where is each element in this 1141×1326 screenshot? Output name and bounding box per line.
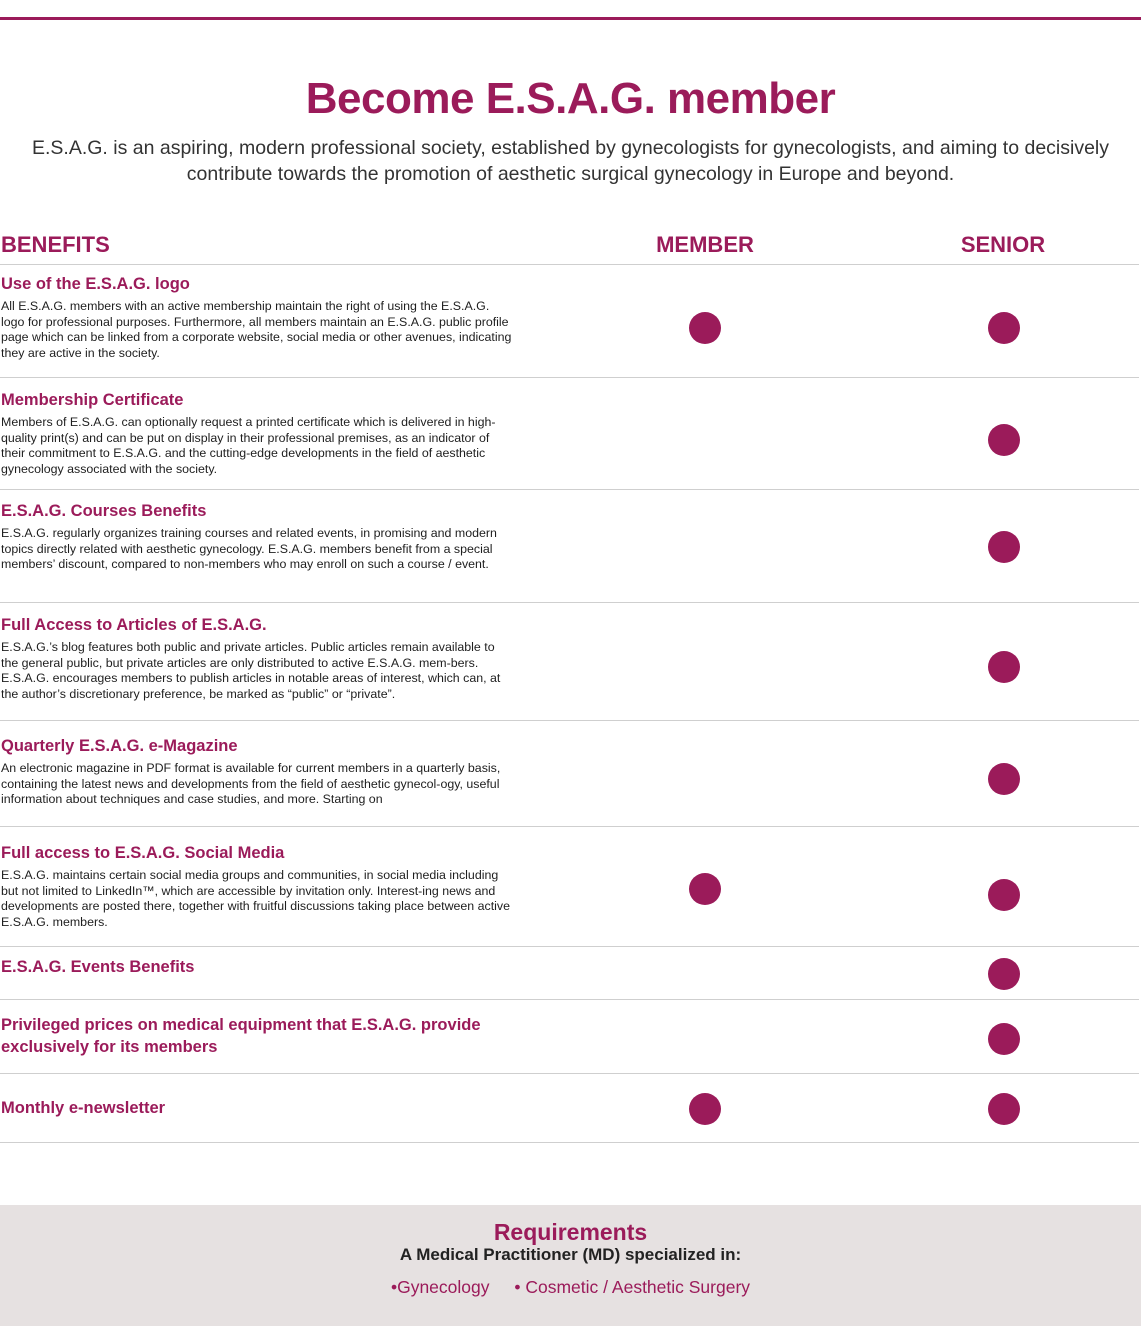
benefit-title-events: E.S.A.G. Events Benefits: [1, 958, 195, 976]
row-divider: [0, 377, 1139, 378]
page-title: Become E.S.A.G. member: [305, 74, 836, 123]
row-divider: [0, 946, 1139, 947]
header-divider: [0, 264, 1139, 265]
requirement-item-cosmetic-surgery: • Cosmetic / Aesthetic Surgery: [514, 1277, 751, 1297]
requirements-panel: [0, 1205, 1141, 1326]
row-divider: [0, 489, 1139, 490]
benefit-title-logo: Use of the E.S.A.G. logo: [1, 275, 190, 293]
senior-check-dot: [988, 312, 1020, 344]
senior-check-dot: [988, 763, 1020, 795]
column-header-benefits: BENEFITS: [1, 232, 110, 257]
row-divider: [0, 720, 1139, 721]
column-header-senior: SENIOR: [960, 232, 1046, 257]
senior-check-dot: [988, 424, 1020, 456]
member-check-dot: [689, 1093, 721, 1125]
benefit-desc-certificate: Members of E.S.A.G. can optionally request a printed certificate which is delivered in high-quality print(s) and can be put on display in their professional premises, as an indicator of their commitment to E.S.A.G. and the cutting-edge developments in the field of aesthetic gynecology associated with the society.: [1, 415, 496, 476]
row-divider: [0, 602, 1139, 603]
benefit-title-equipment-prices: Privileged prices on medical equipment that E.S.A.G. provide exclusively for its members: [1, 1016, 481, 1056]
benefit-desc-emagazine: An electronic magazine in PDF format is available for current members in a quarterly basis, containing the latest news and developments from the field of aesthetic gynecol-ogy, useful information about techniques and case studies, and more. Starting on: [1, 761, 501, 807]
senior-check-dot: [988, 1093, 1020, 1125]
senior-check-dot: [988, 531, 1020, 563]
requirement-item-gynecology: •Gynecology: [390, 1277, 490, 1297]
senior-check-dot: [988, 958, 1020, 990]
row-divider: [0, 1142, 1139, 1143]
benefit-title-emagazine: Quarterly E.S.A.G. e-Magazine: [1, 737, 238, 755]
member-check-dot: [689, 873, 721, 905]
senior-check-dot: [988, 1023, 1020, 1055]
benefit-desc-logo: All E.S.A.G. members with an active membership maintain the right of using the E.S.A.G. logo for professional purposes. Furthermore, all members maintain an E.S.A.G. public profile page which can be linked from a corporate website, social media or other avenues, indicating they are active in the society.: [1, 299, 512, 360]
member-check-dot: [689, 312, 721, 344]
row-divider: [0, 999, 1139, 1000]
requirements-subtitle: A Medical Practitioner (MD) specialized in:: [399, 1245, 742, 1264]
row-divider: [0, 826, 1139, 827]
benefit-title-certificate: Membership Certificate: [1, 391, 184, 409]
benefit-title-social-media: Full access to E.S.A.G. Social Media: [1, 844, 285, 862]
benefit-title-courses: E.S.A.G. Courses Benefits: [1, 502, 207, 520]
row-divider: [0, 1073, 1139, 1074]
benefit-desc-courses: E.S.A.G. regularly organizes training courses and related events, in promising and modern topics directly related with aesthetic gynecology. E.S.A.G. members benefit from a special members’ discount, compared to non-members who may enroll on such a course / event.: [1, 526, 497, 572]
top-divider: [0, 17, 1141, 20]
senior-check-dot: [988, 879, 1020, 911]
intro-text: E.S.A.G. is an aspiring, modern professional society, established by gynecologists for gynecologists, and aiming to decisively contribute towards the promotion of aesthetic surgical gynecology in Europe and beyond.: [31, 137, 1110, 185]
benefit-desc-articles: E.S.A.G.’s blog features both public and private articles. Public articles remain available to the general public, but private articles are only distributed to active E.S.A.G. mem-bers. E.S.A.G. encourages members to publish articles in notable areas of interest, which can, at the author’s discretionary preference, be marked as “public” or “private”.: [1, 640, 501, 701]
requirements-list: [0, 1277, 1141, 1298]
requirements-title: Requirements: [493, 1219, 648, 1245]
column-header-member: MEMBER: [656, 232, 754, 257]
benefit-title-newsletter: Monthly e-newsletter: [1, 1099, 166, 1117]
benefit-desc-social-media: E.S.A.G. maintains certain social media groups and communities, in social media including but not limited to LinkedIn™, which are accessible by invitation only. Interest-ing news and developments are posted there, together with fruitful discussions taking place between active E.S.A.G. members.: [1, 868, 510, 929]
senior-check-dot: [988, 651, 1020, 683]
benefit-title-articles: Full Access to Articles of E.S.A.G.: [1, 616, 267, 634]
